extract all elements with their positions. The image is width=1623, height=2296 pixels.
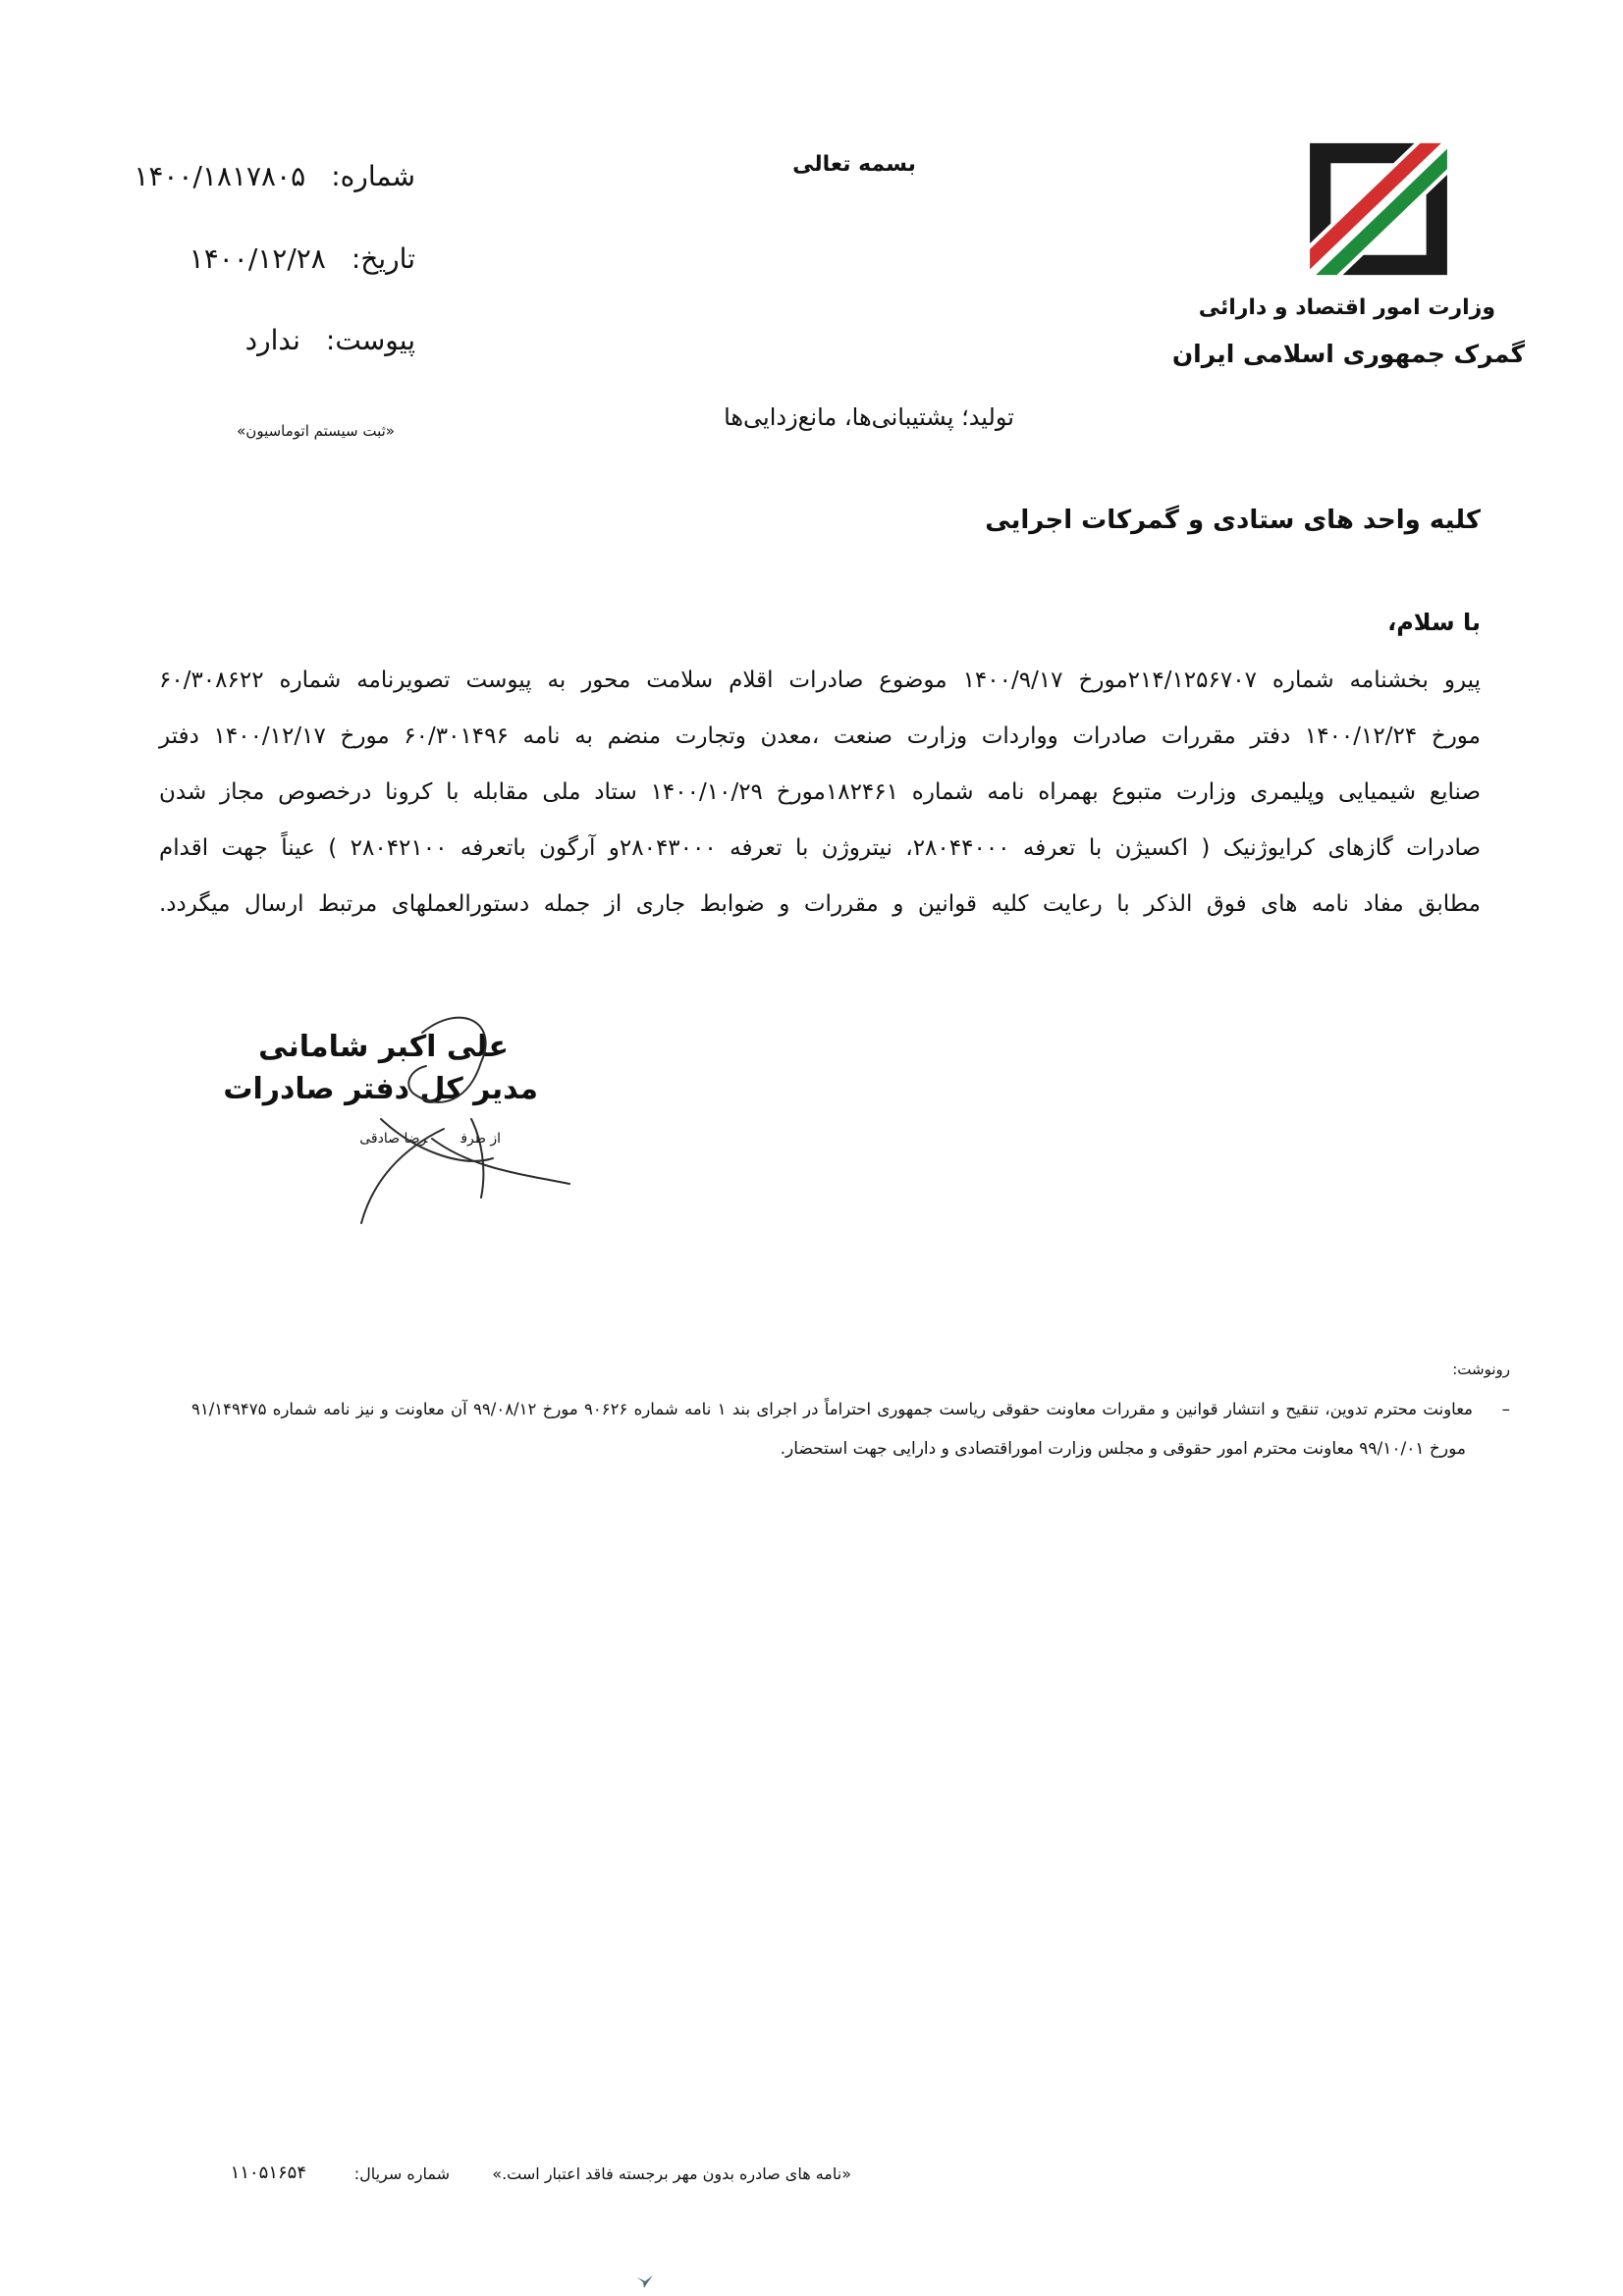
- body-line: صنایع شیمیایی وپلیمری وزارت متبوع بهمراه نامه شماره ۱۸۲۴۶۱مورخ ۱۴۰۰/۱۰/۲۹ ستاد ملی مقابله با کرونا درخصوص مجاز شدن: [159, 779, 1482, 805]
- year-slogan: تولید؛ پشتیبانی‌ها، مانع‌زدایی‌ها: [724, 403, 1014, 431]
- cc-line: معاونت محترم تدوین، تنقیح و انتشار قوانین و مقررات معاونت حقوقی ریاست جمهوری احتراماً در اجرای بند ۱ نامه شماره ۹۰۶۲۶ مورخ ۹۹/۰۸/۱۲ آن معاونت و نیز نامه شماره ۹۱/۱۴۹۴۷۵: [191, 1400, 1473, 1418]
- letter-date-value: ۱۴۰۰/۱۲/۲۸: [189, 242, 326, 275]
- validity-note: «نامه های صادره بدون مهر برجسته فاقد اعتبار است.»: [492, 2164, 851, 2183]
- on-behalf-name: رضا صادقی: [359, 1131, 428, 1147]
- body-line: صادرات گازهای کرایوژنیک ( اکسیژن با تعرفه ۲۸۰۴۴۰۰۰، نیتروژن با تعرفه ۲۸۰۴۳۰۰۰و آرگون باتعرفه ۲۸۰۴۲۱۰۰ ) عیناً جهت اقدام: [159, 835, 1482, 861]
- serial-value: ۱۱۰۵۱۶۵۴: [230, 2163, 306, 2183]
- handwritten-signature-icon: [324, 1001, 579, 1237]
- customs-logo-icon: [1304, 137, 1453, 281]
- letter-date: [189, 238, 415, 281]
- greeting: با سلام،: [1387, 609, 1481, 636]
- cc-bullet: –: [1501, 1400, 1510, 1419]
- letter-number-label: شماره:: [331, 160, 415, 192]
- recipient-line: کلیه واحد های ستادی و گمرکات اجرایی: [985, 506, 1481, 535]
- letter-number-value: ۱۴۰۰/۱۸۱۷۸۰۵: [134, 160, 306, 192]
- serial-label: شماره سریال:: [353, 2164, 450, 2183]
- cc-line: مورخ ۹۹/۱۰/۰۱ معاونت محترم امور حقوقی و مجلس وزارت اموراقتصادی و دارایی جهت استحضار.: [780, 1439, 1466, 1459]
- letter-body: [159, 653, 1481, 933]
- letter-attachment: [245, 319, 415, 362]
- letter-attachment-value: ندارد: [244, 324, 300, 356]
- body-line: پیرو بخشنامه شماره ۲۱۴/۱۲۵۶۷۰۷مورخ ۱۴۰۰/۹/۱۷ موضوع صادرات اقلام سلامت محور به پیوست تصویرنامه شماره ۶۰/۳۰۸۶۲۲: [159, 667, 1481, 693]
- on-behalf-label: از طرف: [460, 1131, 501, 1147]
- letter-date-label: تاریخ:: [351, 242, 415, 275]
- automation-note: «ثبت سیستم اتوماسیون»: [237, 422, 395, 440]
- letter-attachment-label: پیوست:: [325, 324, 415, 356]
- signatory-name: علی اکبر شامانی: [258, 1030, 509, 1064]
- body-line: مطابق مفاد نامه های فوق الذکر با رعایت کلیه قوانین و مقررات و ضوابط جاری از جمله دستورالعملهای مرتبط ارسال میگردد.: [159, 891, 1481, 917]
- stray-mark-icon: [636, 2273, 654, 2289]
- ministry-name: وزارت امور اقتصاد و دارائی: [1198, 295, 1495, 320]
- basmala-heading: بسمه تعالی: [792, 152, 916, 177]
- cc-label: رونوشت:: [1452, 1361, 1510, 1378]
- letter-number: [134, 155, 415, 198]
- signatory-title: مدیر کل دفتر صادرات: [223, 1072, 538, 1106]
- body-line: مورخ ۱۴۰۰/۱۲/۲۴ دفتر مقررات صادرات وواردات وزارت صنعت ،معدن وتجارت منضم به نامه ۶۰/۳۰۱۴۹۶ مورخ ۱۴۰۰/۱۲/۱۷ دفتر: [159, 723, 1481, 749]
- organization-name: گمرک جمهوری اسلامی ایران: [1171, 340, 1525, 368]
